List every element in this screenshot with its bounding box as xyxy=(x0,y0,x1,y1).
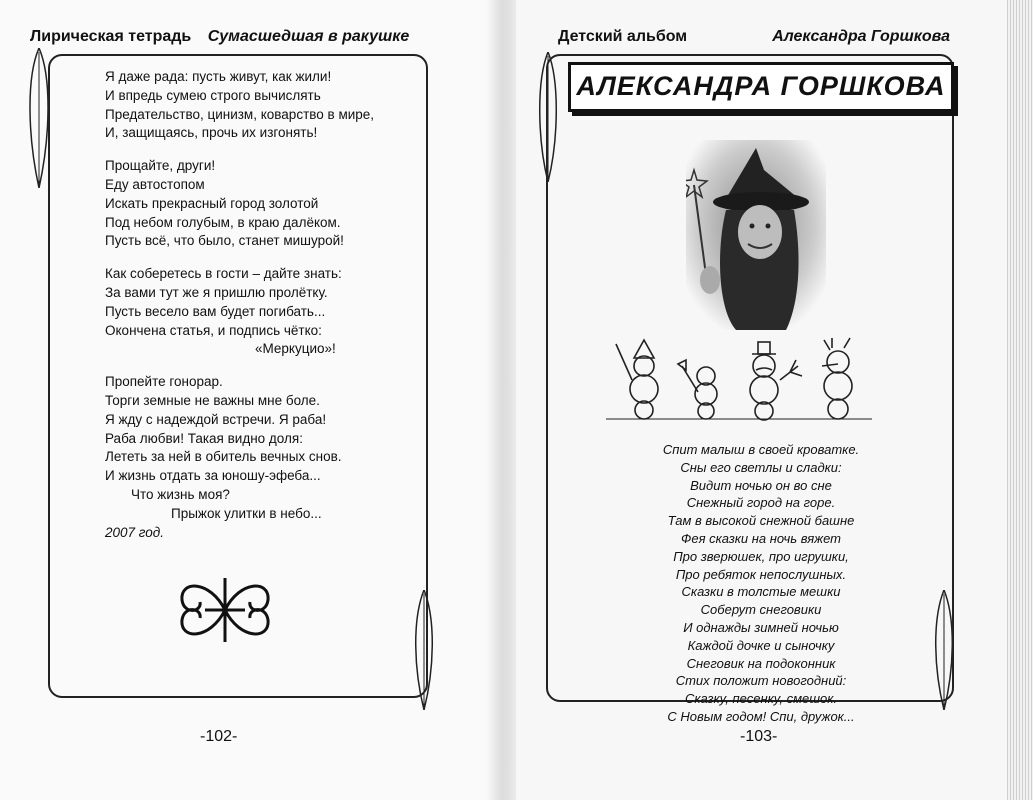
poem-line: Как соберетесь в гости – дайте знать: xyxy=(105,266,342,282)
feather-top-ornament-icon xyxy=(24,48,54,188)
author-title-banner xyxy=(568,62,954,112)
right-header-section: Детский альбом xyxy=(558,28,688,45)
poem-line: Снеговик на подоконник xyxy=(686,655,836,671)
right-header-author: Александра Горшкова xyxy=(772,28,950,45)
poem-line: Снежный город на горе. xyxy=(686,495,836,511)
left-header-section: Лирическая тетрадь xyxy=(30,28,192,45)
feather-top-ornament-icon xyxy=(534,52,562,182)
poem-date: 2007 год. xyxy=(105,524,165,540)
poem-line: Окончена статья, и подпись чётко: xyxy=(105,322,322,338)
left-page xyxy=(0,0,506,800)
poem-line: Что жизнь моя? xyxy=(131,486,230,502)
stanza-gap xyxy=(105,359,374,373)
poem-line: Торги земные не важны мне боле. xyxy=(105,392,320,408)
poem-line: Сны его светлы и сладки: xyxy=(680,459,842,475)
poem-line: Прыжок улитки в небо... xyxy=(171,505,322,521)
poem-line: Под небом голубым, в краю далёком. xyxy=(105,214,341,230)
author-title: АЛЕКСАНДРА ГОРШКОВА xyxy=(576,71,946,101)
poem-line: Искать прекрасный город золотой xyxy=(105,195,319,211)
poem-line: Пусть весело вам будет погибать... xyxy=(105,303,326,319)
poem-line: За вами тут же я пришлю пролётку. xyxy=(105,284,328,300)
stanza-gap xyxy=(105,251,374,265)
poem-line: С Новым годом! Спи, дружок... xyxy=(667,708,855,724)
poem-line: И жизнь отдать за юношу-эфеба... xyxy=(105,468,321,484)
poem-line: Фея сказки на ночь вяжет xyxy=(681,530,841,546)
left-poem xyxy=(105,68,374,542)
poem-line: Я жду с надеждой встречи. Я раба! xyxy=(105,411,327,427)
poem-line: Лететь за ней в обитель вечных снов. xyxy=(105,449,342,465)
poem-line: Про ребяток непослушных. xyxy=(675,566,847,582)
poem-line: Видит ночью он во сне xyxy=(690,477,832,493)
page-edges xyxy=(1007,0,1033,800)
poem-line: Сказку, песенку, смешок. xyxy=(684,691,838,707)
poem-line: Прощайте, други! xyxy=(105,158,216,174)
left-header-title: Сумасшедшая в ракушке xyxy=(207,28,410,45)
poem-line: Про зверюшек, про игрушки, xyxy=(673,548,849,564)
poem-line: Сказки в толстые мешки xyxy=(681,584,841,600)
poem-line: Еду автостопом xyxy=(105,176,205,192)
poem-line: Раба любви! Такая видно доля: xyxy=(105,430,303,446)
poem-line: Соберут снеговики xyxy=(700,602,822,618)
poem-line: И, защищаясь, прочь их изгонять! xyxy=(105,125,318,141)
poem-line: Пропейте гонорар. xyxy=(105,374,223,390)
stanza-gap xyxy=(105,143,374,157)
poem-line-signature: «Меркуцио»! xyxy=(255,341,336,357)
snowmen-drawing xyxy=(606,336,876,422)
poem-line: Стих положит новогодний: xyxy=(675,673,847,689)
feather-bottom-ornament-icon xyxy=(410,590,438,710)
poem-line: Я даже рада: пусть живут, как жили! xyxy=(105,69,332,84)
poem-line: Пусть всё, что было, станет мишурой! xyxy=(105,233,344,249)
poem-line: И впредь сумею строго вычислять xyxy=(105,87,321,103)
flourish-ornament-icon xyxy=(170,570,280,650)
poem-line: И однажды зимней ночью xyxy=(683,619,839,635)
poem-line: Каждой дочке и сыночку xyxy=(687,637,835,653)
right-poem xyxy=(596,441,926,726)
left-page-number: -102- xyxy=(200,728,238,745)
poem-line: Предательство, цинизм, коварство в мире, xyxy=(105,106,375,122)
poem-line: Там в высокой снежной башне xyxy=(667,513,855,529)
right-page-number: -103- xyxy=(740,728,778,745)
feather-bottom-ornament-icon xyxy=(930,590,958,710)
right-page xyxy=(506,0,1033,800)
poem-line: Спит малыш в своей кроватке. xyxy=(662,442,860,457)
author-portrait-photo xyxy=(686,140,826,330)
left-running-header xyxy=(30,28,409,46)
right-running-header xyxy=(558,28,950,46)
